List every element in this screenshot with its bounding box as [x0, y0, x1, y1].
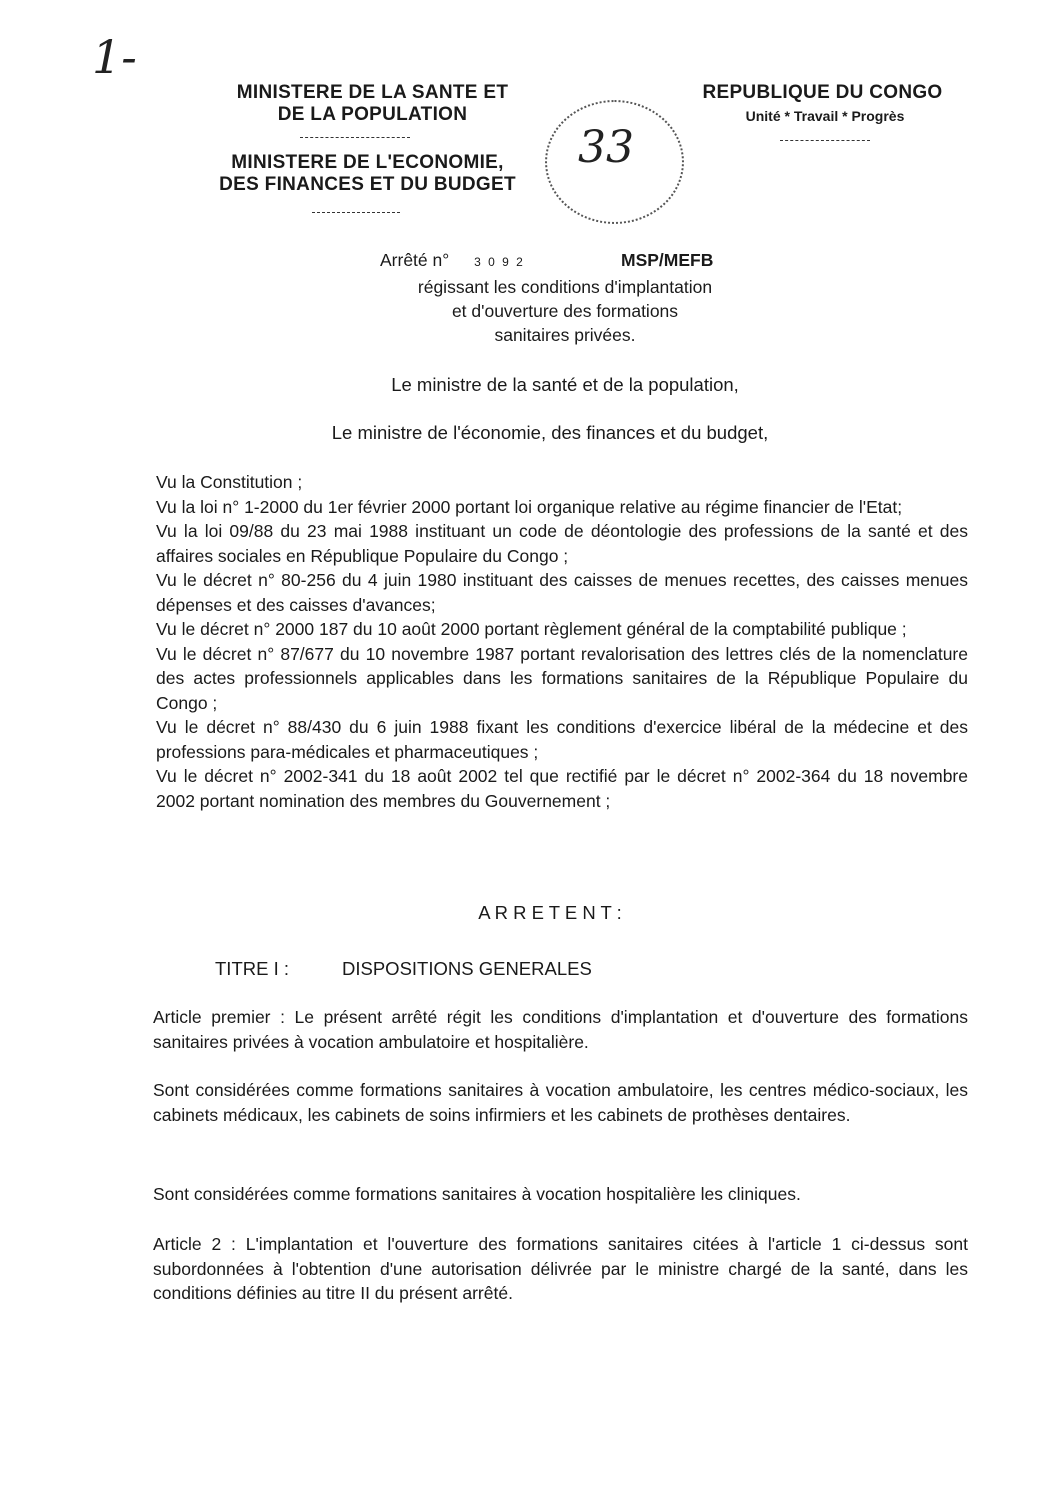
decree-code: MSP/MEFB [621, 250, 714, 270]
decree-prefix: Arrêté n° [380, 250, 450, 270]
republic-name: REPUBLIQUE DU CONGO [702, 82, 943, 103]
article-1-para2-text: Sont considérées comme formations sanitaires à vocation ambulatoire, les centres médico-sociaux, les cabinets médicaux, les cabinets de soins infirmiers et les cabinets de prothèses dentaires. [153, 1080, 968, 1125]
decree-title [360, 275, 770, 347]
decree-heading [380, 250, 780, 271]
arretent-heading: A R R E T E N T : [478, 902, 622, 923]
ministry-economy-line1: MINISTERE DE L'ECONOMIE, [231, 152, 504, 173]
ministry-health-line2: DE LA POPULATION [277, 104, 468, 125]
article-2-text: L'implantation et l'ouverture des formations sanitaires citées à l'article 1 ci-dessus sont subordonnées à l'obtention d'une autorisation délivrée par le ministre chargé de la santé, dans les conditions définies au titre II du présent arrêté. [153, 1234, 968, 1303]
vu-clause: Vu la loi n° 1-2000 du 1er février 2000 portant loi organique relative au régime financier de l'Etat; [156, 496, 903, 517]
separator [780, 140, 870, 141]
minister-health: Le ministre de la santé et de la population, [391, 374, 739, 395]
vu-clause: Vu la Constitution ; [156, 472, 303, 492]
vu-clause: Vu la loi 09/88 du 23 mai 1988 instituant un code de déontologie des professions de la santé et des affaires sociales en République Populaire du Congo ; [156, 521, 968, 566]
vu-clauses [156, 470, 968, 813]
ministry-health [200, 82, 545, 126]
article-1 [153, 1005, 968, 1054]
article-2-label: Article 2 : [153, 1234, 236, 1254]
ministry-economy [195, 152, 540, 196]
vu-clause: Vu le décret n° 80-256 du 4 juin 1980 instituant des caisses de menues recettes, des caisses menues dépenses et des caisses d'avances; [156, 570, 968, 615]
vu-clause: Vu le décret n° 88/430 du 6 juin 1988 fixant les conditions d'exercice libéral de la médecine et des professions para-médicales et pharmaceutiques ; [156, 717, 968, 762]
vu-clause: Vu le décret n° 87/677 du 10 novembre 1987 portant revalorisation des lettres clés de la nomenclature des actes professionnels applicables dans les formations sanitaires de la République Populaire du Congo ; [156, 643, 968, 713]
article-1-label: Article premier : [153, 1007, 285, 1027]
titre-name: DISPOSITIONS GENERALES [342, 958, 592, 979]
article-2 [153, 1232, 968, 1306]
decree-title-line2: et d'ouverture des formations [451, 301, 679, 321]
ministry-economy-line2: DES FINANCES ET DU BUDGET [219, 174, 516, 195]
article-1-paragraph-3 [153, 1182, 968, 1207]
ministry-health-line1: MINISTERE DE LA SANTE ET [236, 82, 509, 103]
vu-clause: Vu le décret n° 2000 187 du 10 août 2000 portant règlement général de la comptabilité publique ; [156, 619, 907, 639]
decree-title-line3: sanitaires privées. [494, 325, 636, 345]
minister-economy: Le ministre de l'économie, des finances et du budget, [331, 422, 769, 443]
titre-label: TITRE I : [215, 958, 289, 979]
republic-motto: Unité * Travail * Progrès [745, 108, 905, 124]
separator [300, 137, 410, 138]
vu-clause: Vu le décret n° 2002-341 du 18 août 2002 tel que rectifié par le décret n° 2002-364 du 18 novembre 2002 portant nomination des membres du Gouvernement ; [156, 766, 968, 811]
article-1-para3-text: Sont considérées comme formations sanitaires à vocation hospitalière les cliniques. [153, 1184, 801, 1204]
article-1-paragraph-2 [153, 1078, 968, 1127]
handwritten-annotation: 1- [92, 30, 137, 84]
stamp-number: 33 [578, 122, 634, 173]
decree-title-line1: régissant les conditions d'implantation [417, 277, 713, 297]
separator [312, 212, 400, 213]
article-1-text: Le présent arrêté régit les conditions d'implantation et d'ouverture des formations sanitaires privées à vocation ambulatoire et hospitalière. [153, 1007, 968, 1052]
decree-number: 3 0 9 2 [474, 255, 525, 269]
